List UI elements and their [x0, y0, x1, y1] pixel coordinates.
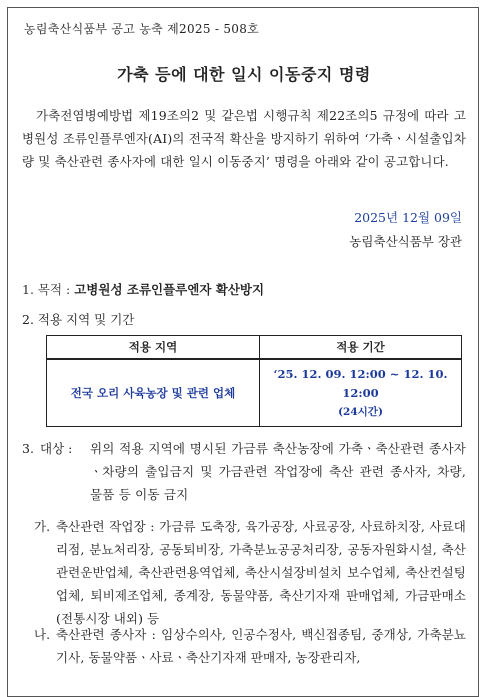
announcement-date: 2025년 12월 09일	[354, 210, 462, 225]
table-header-row	[47, 336, 462, 360]
header-area: 적용 지역	[47, 336, 260, 360]
section-target-number: 3.	[22, 441, 34, 456]
list-item	[34, 515, 466, 630]
notice-number: 농림축산식품부 공고 농축 제2025 - 508호	[24, 22, 260, 36]
section-scope-heading: 2. 적용 지역 및 기간	[22, 312, 135, 327]
period-range: ‘25. 12. 09. 12:00 ~ 12. 10. 12:00	[273, 366, 448, 400]
cell-period	[260, 359, 462, 427]
item-a-mark: 가.	[34, 519, 51, 534]
header-period: 적용 기간	[260, 336, 462, 360]
item-b-mark: 나.	[34, 627, 51, 642]
section-purpose	[22, 280, 264, 298]
intro-paragraph: 가축전염병예방법 제19조의2 및 같은법 시행규칙 제22조의5 규정에 따라 고병원성 조류인플루엔자(AI)의 전국적 확산을 방지하기 위하여 ‘가축ㆍ시설출입차량 및 축산관련 종사자에 대한 일시 이동중지’ 명령을 아래와 같이 공고합니다.	[22, 108, 466, 169]
item-b-text: 축산관련 종사자 : 임상수의사, 인공수정사, 백신접종팀, 중개상, 가축분뇨 기사, 동물약품ㆍ사료ㆍ축산기자재 판매자, 농장관리자,	[56, 627, 466, 665]
scope-table	[46, 335, 462, 427]
section-target	[22, 437, 466, 506]
cell-area: 전국 오리 사육농장 및 관련 업체	[47, 359, 260, 427]
section-purpose-value: 고병원성 조류인플루엔자 확산방지	[74, 282, 265, 297]
section-target-text: 위의 적용 지역에 명시된 가금류 축산농장에 가축ㆍ축산관련 종사자ㆍ차량의 출입금지 및 가금관련 작업장에 축산 관련 종사자, 차량, 물품 등 이동 금지	[90, 441, 466, 502]
issuing-authority: 농림축산식품부 장관	[349, 234, 462, 249]
item-a-text: 축산관련 작업장 : 가금류 도축장, 육가공장, 사료공장, 사료하치장, 사료대리점, 분뇨처리장, 공동퇴비장, 가축분뇨공공처리장, 공동자원화시설, 축산관련운반업체, 축산관련용역업체, 축산시설장비설치 보수업체, 축산컨설팅업체, 퇴비제조업체, 종계장, 동물약품, 축산기자재 판매업체, 가금판매소(전통시장 내외) 등	[56, 519, 466, 626]
document-title: 가축 등에 대한 일시 이동중지 명령	[117, 65, 371, 84]
section-target-label: 대상 :	[40, 441, 73, 456]
section-purpose-label: 1. 목적 :	[22, 282, 71, 297]
list-item	[34, 623, 466, 669]
table-row	[47, 359, 462, 427]
period-duration: (24시간)	[338, 405, 383, 418]
